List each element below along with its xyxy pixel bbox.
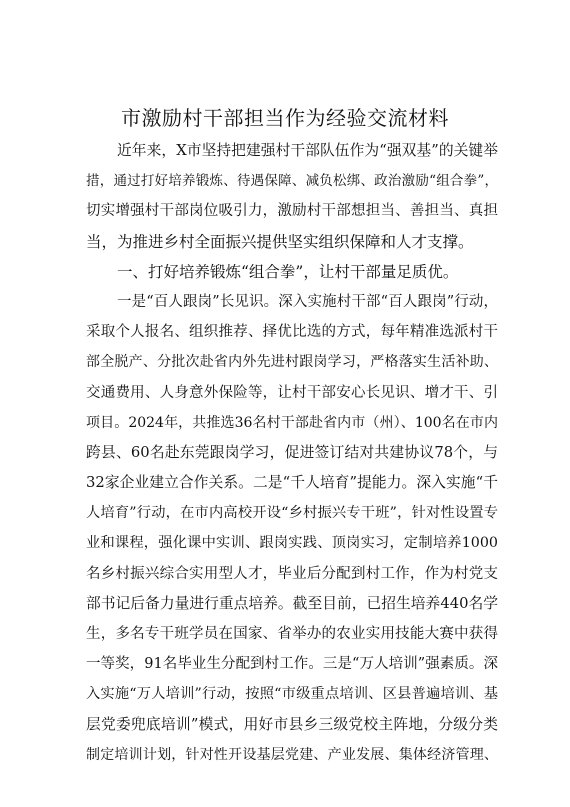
paragraph-1-line-2: 措，通过打好培养锻炼、待遇保障、减负松绑、政治激励“组合拳”， bbox=[86, 173, 498, 190]
paragraph-1-line-4: 当，为推进乡村全面振兴提供坚实组织保障和人才支撑。 bbox=[86, 232, 474, 251]
paragraph-2-line-1: 一是“百人跟岗”长见识。深入实施村干部“百人跟岗”行动， bbox=[117, 293, 498, 310]
document-title: 市激励村干部担当作为经验交流材料 bbox=[121, 106, 449, 130]
paragraph-2-line-11: 部书记后备力量进行重点培养。截至目前，已招生培养440名学 bbox=[86, 594, 498, 612]
paragraph-2-line-6: 跨县、60名赴东莞跟岗学习，促进签订结对共建协议78个，与 bbox=[86, 443, 498, 461]
document-body bbox=[86, 136, 498, 770]
paragraph-2-line-7: 32家企业建立合作关系。二是“千人培育”提能力。深入实施“千 bbox=[86, 474, 498, 492]
paragraph-2-line-16: 制定培训计划，针对性开设基层党建、产业发展、集体经济管理、 bbox=[86, 746, 498, 763]
paragraph-2-line-9: 业和课程，强化课中实训、跟岗实践、顶岗实习，定制培养1000 bbox=[86, 535, 498, 552]
paragraph-2-line-12: 生，多名专干班学员在国家、省举办的农业实用技能大赛中获得 bbox=[86, 626, 498, 642]
paragraph-2-line-10: 名乡村振兴综合实用型人才，毕业后分配到村工作，作为村党支 bbox=[86, 565, 498, 582]
paragraph-2-line-13: 一等奖，91名毕业生分配到村工作。三是“万人培训”强素质。深 bbox=[86, 656, 498, 673]
paragraph-1-line-1: 近年来，X市坚持把建强村干部队伍作为“强双基”的关键举 bbox=[117, 142, 498, 159]
paragraph-2-line-2: 采取个人报名、组织推荐、择优比选的方式，每年精准选派村干 bbox=[86, 324, 498, 341]
paragraph-2-line-4: 交通费用、人身意外保险等，让村干部安心长见识、增才干、引 bbox=[86, 384, 498, 401]
paragraph-1-line-3: 切实增强村干部岗位吸引力，激励村干部想担当、善担当、真担 bbox=[86, 203, 498, 220]
paragraph-2-line-5: 项目。2024年，共推选36名村干部赴省内市（州）、100名在市内 bbox=[86, 414, 498, 431]
paragraph-2-line-3: 部全脱产、分批次赴省内外先进村跟岗学习，严格落实生活补助、 bbox=[86, 354, 498, 371]
paragraph-2-line-15: 层党委兜底培训”模式，用好市县乡三级党校主阵地，分级分类 bbox=[86, 715, 498, 733]
paragraph-2-line-8: 人培育”行动，在市内高校开设“乡村振兴专干班”，针对性设置专 bbox=[86, 505, 498, 522]
paragraph-2-line-14: 入实施“万人培训”行动，按照“市级重点培训、区县普遍培训、基 bbox=[86, 686, 498, 703]
section-heading-1: 一、打好培养锻炼“组合拳”，让村干部量足质优。 bbox=[117, 262, 459, 281]
